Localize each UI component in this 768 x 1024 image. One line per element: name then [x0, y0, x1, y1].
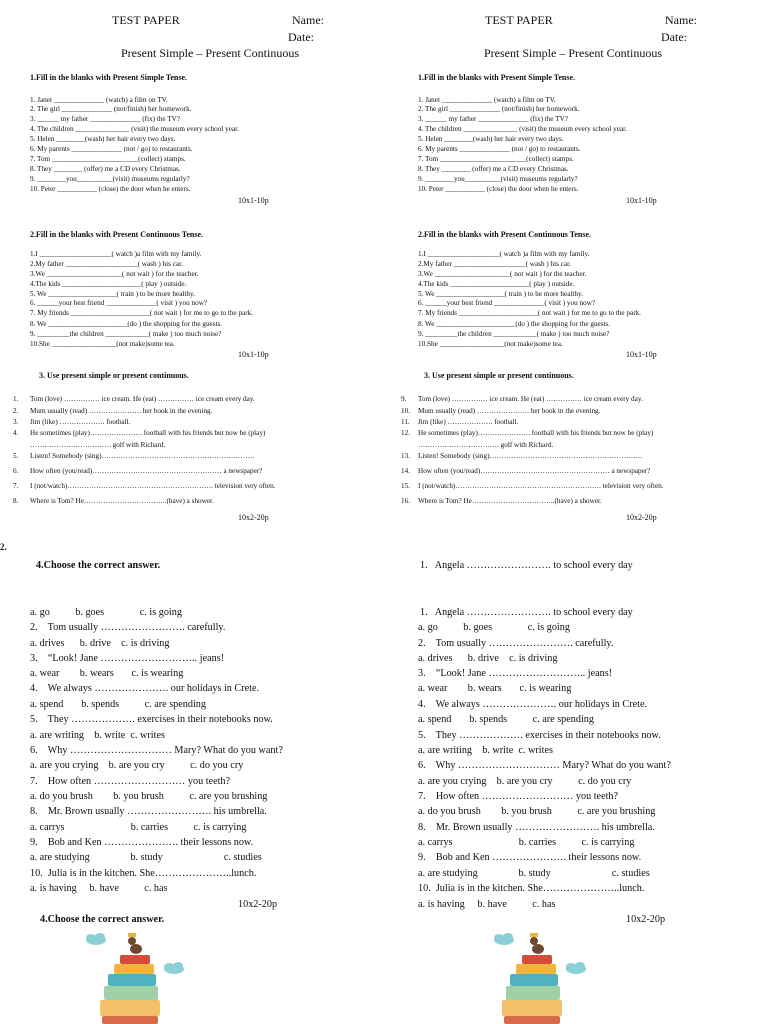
s4-right-line: 4. We always …………………. our holidays in Crete. — [418, 699, 648, 710]
s2-line-left: 5. We ___________________( train ) to be more healthy. — [30, 290, 195, 298]
s4-left-line: 2. Tom usually ……………………. carefully. — [30, 622, 226, 633]
s2-line-right: 7. My friends ______________________( not wait ) for me to go to the park. — [418, 309, 641, 317]
s3-item-left: Mum usually (read) …………………. her book in the evening. — [30, 407, 213, 415]
s3-item-left: I (not/watch)……………………………………………………. television very often. — [30, 482, 276, 490]
s4-right-line: 9. Bob and Ken …………………. their lessons now. — [418, 852, 642, 863]
s3-num-left: 6. — [13, 467, 19, 475]
suitcase-dog-illustration-left — [80, 928, 200, 1024]
s2-line-left: 7. My friends ______________________( not wait ) for me to go to the park. — [30, 309, 253, 317]
s1-line-right: 2. The girl ______________ (not/finish) her homework. — [418, 105, 580, 113]
suitcase-dog-illustration-right — [480, 928, 600, 1024]
s1-score-left: 10x1-10p — [238, 196, 269, 205]
s2-line-right: 5. We ___________________( train ) to be more healthy. — [418, 290, 583, 298]
s2-line-left: 6. ______your best friend ______________( visit ) you now? — [30, 299, 208, 307]
s2-line-left: 8. We ______________________(do ) the shopping for the guests. — [30, 320, 223, 328]
cloud-icon — [164, 962, 184, 974]
page-title-left: TEST PAPER — [112, 13, 180, 27]
date-label-left: Date: — [288, 30, 314, 44]
s4-left-line: 6. Why ………………………… Mary? What do you want? — [30, 745, 283, 756]
s4-right-line: a. is having b. have c. has — [418, 899, 556, 910]
s2-score-right: 10x1-10p — [626, 350, 657, 359]
s4-right-line: 1. Angela ……………………. to school every day — [420, 607, 633, 618]
s3-num-left: 8. — [13, 497, 19, 505]
s4-left-line: 9. Bob and Ken …………………. their lessons now. — [30, 837, 254, 848]
s4-left-line: 7. How often ……………………… you teeth? — [30, 776, 231, 787]
s1-line-left: 1. Janet ______________ (watch) a film on TV. — [30, 96, 168, 104]
section1-heading-right: 1.Fill in the blanks with Present Simple Tense. — [418, 73, 575, 82]
s4-left-line: a. drives b. drive c. is driving — [30, 638, 170, 649]
section2-heading-right: 2.Fill in the blanks with Present Continuous Tense. — [418, 230, 592, 239]
s2-score-left: 10x1-10p — [238, 350, 269, 359]
s4-right-line: a. go b. goes c. is going — [418, 622, 570, 633]
s4-left-line: a. are you crying b. are you cry c. do you cry — [30, 760, 244, 771]
s2-line-left: 9. _________the children ____________( make ) too much noise? — [30, 330, 222, 338]
s3-item-right: Tom (love) …………… ice cream. He (eat) …………… ice cream every day. — [418, 395, 643, 403]
s2-line-right: 3.We _____________________( not wait ) for the teacher. — [418, 270, 587, 278]
s4-right-line: a. are writing b. write c. writes — [418, 745, 553, 756]
cloud-icon — [494, 933, 514, 945]
s3-item-right: Mum usually (read) …………………. her book in the evening. — [418, 407, 601, 415]
s1-score-right: 10x1-10p — [626, 196, 657, 205]
s1-line-left: 7. Tom ________________________(collect) stamps. — [30, 155, 186, 163]
s4-score-left: 10x2-20p — [238, 899, 278, 910]
question-mark-label: 2. — [0, 542, 7, 552]
s4-left-line: a. are writing b. write c. writes — [30, 730, 165, 741]
s1-line-right: 6. My parents ______________ (not / go) to restaurants. — [418, 145, 581, 153]
s1-line-right: 4. The children _______________ (visit) the museum every school year. — [418, 125, 627, 133]
s3-item-right: Where is Tom? He……………………………..(have) a shower. — [418, 497, 602, 505]
s1-line-left: 6. My parents ______________ (not / go) to restaurants. — [30, 145, 193, 153]
s4-right-line: 8. Mr. Brown usually ……………………. his umbrella. — [418, 822, 655, 833]
s1-line-right: 5. Helen ________(wash) her hair every two days. — [418, 135, 564, 143]
s3-num-right: 12. — [401, 429, 410, 437]
s3-num-left: 2. — [13, 407, 19, 415]
s3-item-right: He sometimes (play)…………………. football with his friends but now he (play) — [418, 429, 654, 437]
s3-item-left: Jim (like) ………………. football. — [30, 418, 131, 426]
s4-right-line: 6. Why ………………………… Mary? What do you want? — [418, 760, 671, 771]
s4-left-line: 8. Mr. Brown usually ……………………. his umbrella. — [30, 806, 267, 817]
s2-line-right: 4.The kids ______________________( play ) outside. — [418, 280, 575, 288]
s4-left-line: a. do you brush b. you brush c. are you brushing — [30, 791, 268, 802]
s4-left-line: a. wear b. wears c. is wearing — [30, 668, 184, 679]
date-label-right: Date: — [661, 30, 687, 44]
s1-line-left: 10. Peter ___________ (close) the door when he enters. — [30, 185, 191, 193]
s3-num-left: 5. — [13, 452, 19, 460]
s1-line-left: 8. They ________ (offer) me a CD every Christmas. — [30, 165, 181, 173]
s1-line-right: 8. They ________ (offer) me a CD every Christmas. — [418, 165, 569, 173]
s1-line-left: 2. The girl ______________ (not/finish) her homework. — [30, 105, 192, 113]
s1-line-right: 9. ________you__________(visit) museums regularly? — [418, 175, 578, 183]
s3-num-left: 7. — [13, 482, 19, 490]
cloud-icon — [566, 962, 586, 974]
name-label-right: Name: — [665, 13, 697, 27]
s3-item-right: ……………………………. golf with Richard. — [418, 441, 554, 449]
s4-right-line: a. wear b. wears c. is wearing — [418, 683, 572, 694]
s3-num-right: 9. — [401, 395, 407, 403]
s3-num-right: 13. — [401, 452, 410, 460]
s4-right-line: 3. “Look! Jane ……………………….. jeans! — [418, 668, 613, 679]
s2-line-right: 6. ______your best friend ______________( visit ) you now? — [418, 299, 596, 307]
cloud-icon — [86, 933, 106, 945]
s1-line-right: 1. Janet ______________ (watch) a film on TV. — [418, 96, 556, 104]
page-title-right: TEST PAPER — [485, 13, 553, 27]
s4-left-line: 4. We always …………………. our holidays in Crete. — [30, 683, 260, 694]
section3-heading-right: 3. Use present simple or present continuous. — [424, 371, 574, 380]
s4-left-line: a. go b. goes c. is going — [30, 607, 182, 618]
s3-item-right: Listen! Somebody (sing)………………………………………………………. — [418, 452, 643, 460]
s3-num-right: 14. — [401, 467, 410, 475]
s3-item-right: How often (you/read)……………………………………………… a newspaper? — [418, 467, 651, 475]
section2-heading-left: 2.Fill in the blanks with Present Continuous Tense. — [30, 230, 204, 239]
s3-num-right: 15. — [401, 482, 410, 490]
s4-left-line: a. spend b. spends c. are spending — [30, 699, 206, 710]
s3-item-left: Where is Tom? He……………………………..(have) a shower. — [30, 497, 214, 505]
dog-icon — [128, 933, 142, 954]
s3-num-left: 4. — [13, 429, 19, 437]
s1-line-left: 5. Helen ________(wash) her hair every two days. — [30, 135, 176, 143]
subtitle-left: Present Simple – Present Continuous — [121, 46, 299, 60]
s4-right-top-question: 1. Angela ……………………. to school every day — [420, 560, 633, 571]
s3-num-right: 16. — [401, 497, 410, 505]
s3-num-right: 10. — [401, 407, 410, 415]
s4-right-line: 7. How often ……………………… you teeth? — [418, 791, 619, 802]
section1-heading-left: 1.Fill in the blanks with Present Simple Tense. — [30, 73, 187, 82]
s2-line-left: 3.We _____________________( not wait ) for the teacher. — [30, 270, 199, 278]
s1-line-right: 10. Peter ___________ (close) the door when he enters. — [418, 185, 579, 193]
section4-heading-left: 4.Choose the correct answer. — [36, 560, 161, 571]
s1-line-right: 7. Tom ________________________(collect) stamps. — [418, 155, 574, 163]
s4-right-line: a. spend b. spends c. are spending — [418, 714, 594, 725]
s3-item-right: I (not/watch)……………………………………………………. television very often. — [418, 482, 664, 490]
name-label-left: Name: — [292, 13, 324, 27]
s2-line-right: 1.I ____________________( watch )a film with my family. — [418, 250, 590, 258]
s4-left-line: 10. Julia is in the kitchen. She…………………..lunch. — [30, 868, 257, 879]
s4-right-line: a. do you brush b. you brush c. are you brushing — [418, 806, 656, 817]
s3-item-left: Tom (love) …………… ice cream. He (eat) …………… ice cream every day. — [30, 395, 255, 403]
s3-num-left: 1. — [13, 395, 19, 403]
s3-item-left: He sometimes (play)…………………. football with his friends but now he (play) — [30, 429, 266, 437]
s4-right-line: a. are studying b. study c. studies — [418, 868, 650, 879]
subtitle-right: Present Simple – Present Continuous — [484, 46, 662, 60]
s3-item-right: Jim (like) ………………. football. — [418, 418, 519, 426]
s4-left-line: a. carrys b. carries c. is carrying — [30, 822, 247, 833]
s4-left-line: a. is having b. have c. has — [30, 883, 168, 894]
s4-left-line: 5. They ………………. exercises in their notebooks now. — [30, 714, 273, 725]
s4-right-line: 5. They ………………. exercises in their notebooks now. — [418, 730, 661, 741]
s2-line-left: 1.I ____________________( watch )a film with my family. — [30, 250, 202, 258]
section3-heading-left: 3. Use present simple or present continuous. — [39, 371, 189, 380]
s4-right-line: 10. Julia is in the kitchen. She…………………..lunch. — [418, 883, 645, 894]
s3-num-left: 3. — [13, 418, 19, 426]
s1-line-left: 9. ________you__________(visit) museums regularly? — [30, 175, 190, 183]
section4-bottom-heading: 4.Choose the correct answer. — [40, 914, 165, 925]
s1-line-right: 3. ______ my father ______________ (fix) the TV? — [418, 115, 568, 123]
suitcase-stack-icon — [502, 955, 562, 1024]
s3-item-left: Listen! Somebody (sing)………………………………………………………. — [30, 452, 255, 460]
s4-right-line: a. are you crying b. are you cry c. do you cry — [418, 776, 632, 787]
s1-line-left: 3. ______ my father ______________ (fix) the TV? — [30, 115, 180, 123]
s3-item-left: How often (you/read)……………………………………………… a newspaper? — [30, 467, 263, 475]
s3-score-right: 10x2-20p — [626, 513, 657, 522]
s2-line-right: 10.She __________________(not make)some tea. — [418, 340, 563, 348]
s2-line-right: 8. We ______________________(do ) the shopping for the guests. — [418, 320, 611, 328]
s2-line-left: 10.She __________________(not make)some tea. — [30, 340, 175, 348]
s3-score-left: 10x2-20p — [238, 513, 269, 522]
s4-right-line: a. drives b. drive c. is driving — [418, 653, 558, 664]
s4-right-line: a. carrys b. carries c. is carrying — [418, 837, 635, 848]
dog-icon — [530, 933, 544, 954]
s3-item-left: ……………………………. golf with Richard. — [30, 441, 166, 449]
s2-line-right: 9. _________the children ____________( make ) too much noise? — [418, 330, 610, 338]
suitcase-stack-icon — [100, 955, 160, 1024]
s2-line-right: 2.My father ____________________( wash ) his car. — [418, 260, 571, 268]
s4-left-line: 3. “Look! Jane ……………………….. jeans! — [30, 653, 225, 664]
s2-line-left: 2.My father ____________________( wash ) his car. — [30, 260, 183, 268]
s2-line-left: 4.The kids ______________________( play ) outside. — [30, 280, 187, 288]
s4-left-line: a. are studying b. study c. studies — [30, 852, 262, 863]
s3-num-right: 11. — [401, 418, 410, 426]
s1-line-left: 4. The children _______________ (visit) the museum every school year. — [30, 125, 239, 133]
s4-right-line: 2. Tom usually ……………………. carefully. — [418, 638, 614, 649]
s4-score-right: 10x2-20p — [626, 914, 666, 925]
